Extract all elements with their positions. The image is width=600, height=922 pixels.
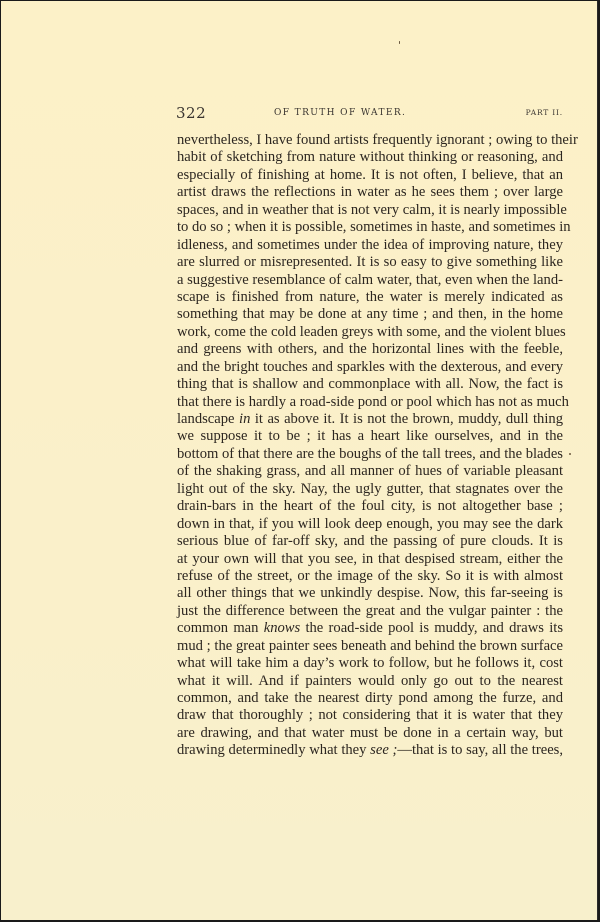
text-line: we suppose it to be ; it has a heart like ourselves, and in the — [177, 428, 563, 445]
text-line: habit of sketching from nature without thinking or reasoning, and — [177, 149, 563, 166]
text-line: at your own will that you see, in that despised stream, either the — [177, 550, 563, 567]
text-line: what it will. And if painters would only go out to the nearest — [177, 672, 563, 689]
text-line: landscape in it as above it. It is not the brown, muddy, dull thing — [177, 411, 563, 427]
text-line: refuse of the street, or the image of the sky. So it is with almost — [177, 567, 563, 584]
italic-emphasis: see ; — [370, 742, 398, 759]
page-header — [176, 104, 563, 124]
italic-emphasis: knows — [263, 620, 301, 637]
text-line: nevertheless, I have found artists frequently ignorant ; owing to their — [177, 132, 578, 148]
text-line: draw that thoroughly ; not considering that it is water that they — [177, 707, 563, 724]
text-line: something that may be done at any time ; and then, in the home — [177, 306, 563, 323]
text-line: are slurred or misrepresented. It is so easy to give something like — [177, 254, 563, 271]
text-line: common man knows the road-side pool is muddy, and draws its — [177, 620, 563, 637]
text-line: idleness, and sometimes under the idea of improving nature, they — [177, 236, 563, 253]
text-line: artist draws the reflections in water as he sees them ; over large — [177, 184, 563, 201]
text-line: scape is finished from nature, the water is merely indicated as — [177, 288, 563, 305]
text-line: just the difference between the great and the vulgar painter : the — [177, 602, 563, 619]
text-line: of the shaking grass, and all manner of hues of variable pleasant — [177, 463, 563, 480]
text-line: common, and take the nearest dirty pond among the furze, and — [177, 690, 563, 706]
text-line: what will take him a day’s work to follow, but he follows it, cost — [177, 655, 563, 672]
page-number: 322 — [176, 104, 207, 122]
text-line: drain-bars in the heart of the foul city, is not altogether base ; — [177, 498, 563, 515]
text-line: and greens with others, and the horizontal lines with the feeble, — [177, 341, 563, 358]
paper-speck — [569, 453, 571, 455]
text-line: especially of finishing at home. It is not often, I believe, that an — [177, 166, 563, 183]
text-line: mud ; the great painter sees beneath and behind the brown surface — [177, 637, 563, 654]
text-line: serious blue of far-off sky, and the passing of pure clouds. It is — [177, 533, 563, 550]
text-line: that there is hardly a road-side pond or pool which has not as much — [177, 393, 569, 410]
text-line: down in that, if you will look deep enough, you may see the dark — [177, 515, 563, 532]
book-page — [1, 1, 598, 920]
paper-speck — [399, 41, 400, 44]
text-line: all other things that we unkindly despise. Now, this far-seeing is — [177, 585, 563, 602]
text-line: light out of the sky. Nay, the ugly gutter, that stagnates over the — [177, 480, 563, 497]
text-line: a suggestive resemblance of calm water, that, even when the land- — [177, 271, 563, 288]
text-line: to do so ; when it is possible, sometimes in haste, and sometimes in — [177, 219, 571, 236]
text-line: bottom of that there are the boughs of the tall trees, and the blades — [177, 445, 563, 462]
running-title: OF TRUTH OF WATER. — [274, 108, 407, 118]
part-label: PART II. — [525, 108, 563, 117]
text-line: are drawing, and that water must be done in a certain way, but — [177, 724, 563, 741]
italic-emphasis: in — [239, 411, 251, 427]
text-line: drawing determinedly what they see ;—that is to say, all the trees, — [177, 742, 563, 759]
text-line: thing that is shallow and commonplace with all. Now, the fact is — [177, 376, 563, 393]
text-line: and the bright touches and sparkles with the dexterous, and every — [177, 358, 563, 375]
text-line: work, come the cold leaden greys with some, and the violent blues — [177, 323, 566, 340]
text-line: spaces, and in weather that is not very calm, it is nearly impossible — [177, 201, 567, 218]
body-paragraph — [177, 132, 578, 760]
